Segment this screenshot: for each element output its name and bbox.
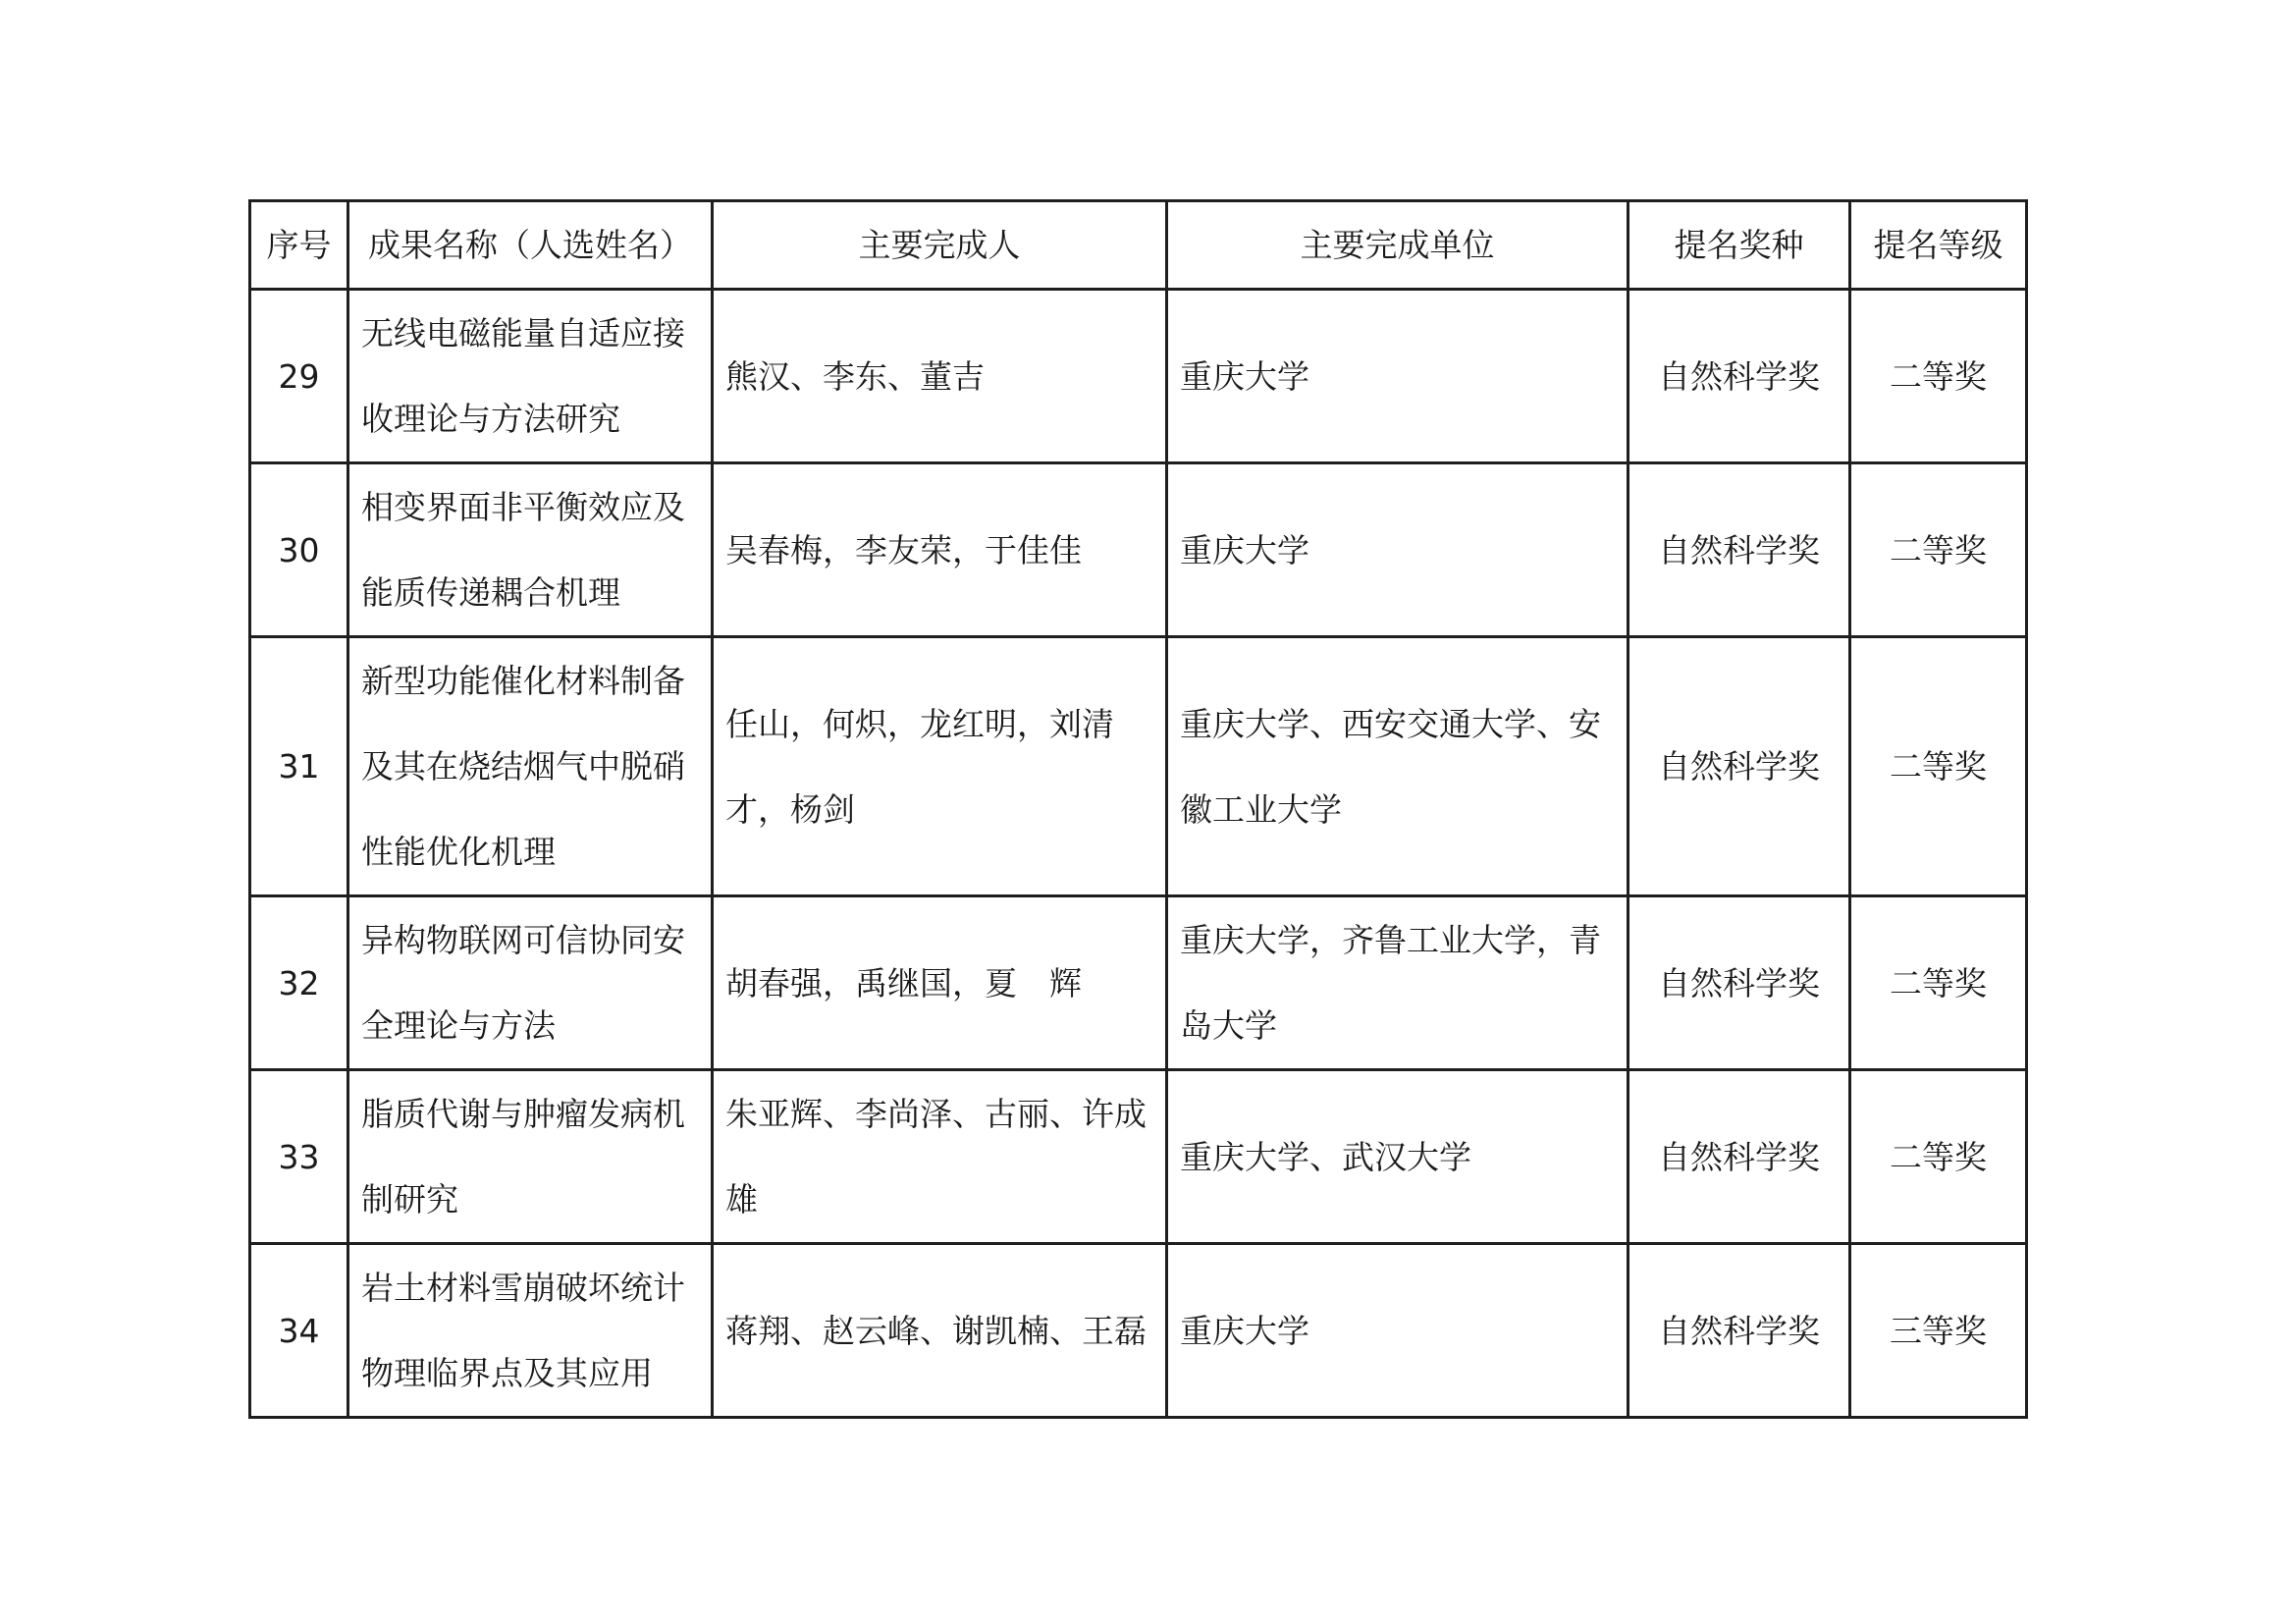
row-grade: 三等奖 [1850, 1244, 2027, 1418]
row-award-type: 自然科学奖 [1629, 463, 1850, 637]
row-grade: 二等奖 [1850, 463, 2027, 637]
row-grade: 二等奖 [1850, 290, 2027, 463]
table-row [250, 1244, 2027, 1418]
row-index: 33 [250, 1070, 348, 1244]
row-index: 31 [250, 637, 348, 896]
nomination-table [248, 199, 2028, 1419]
table-row [250, 637, 2027, 896]
row-people: 胡春强，禹继国，夏 辉 [713, 896, 1167, 1070]
row-unit: 重庆大学 [1167, 1244, 1629, 1418]
row-title: 异构物联网可信协同安全理论与方法 [348, 896, 713, 1070]
row-index: 34 [250, 1244, 348, 1418]
row-people: 蒋翔、赵云峰、谢凯楠、王磊 [713, 1244, 1167, 1418]
row-title: 脂质代谢与肿瘤发病机制研究 [348, 1070, 713, 1244]
header-grade: 提名等级 [1850, 201, 2027, 290]
row-title: 相变界面非平衡效应及能质传递耦合机理 [348, 463, 713, 637]
row-index: 29 [250, 290, 348, 463]
row-unit: 重庆大学，齐鲁工业大学，青岛大学 [1167, 896, 1629, 1070]
header-row [250, 201, 2027, 290]
row-people: 熊汉、李东、董吉 [713, 290, 1167, 463]
row-title: 新型功能催化材料制备及其在烧结烟气中脱硝性能优化机理 [348, 637, 713, 896]
table-row [250, 896, 2027, 1070]
row-index: 30 [250, 463, 348, 637]
row-grade: 二等奖 [1850, 1070, 2027, 1244]
row-title: 无线电磁能量自适应接收理论与方法研究 [348, 290, 713, 463]
header-title: 成果名称（人选姓名） [348, 201, 713, 290]
header-index: 序号 [250, 201, 348, 290]
row-grade: 二等奖 [1850, 896, 2027, 1070]
row-title: 岩土材料雪崩破坏统计物理临界点及其应用 [348, 1244, 713, 1418]
row-index: 32 [250, 896, 348, 1070]
header-unit: 主要完成单位 [1167, 201, 1629, 290]
row-people: 朱亚辉、李尚泽、古丽、许成雄 [713, 1070, 1167, 1244]
row-people: 任山，何炽，龙红明，刘清才，杨剑 [713, 637, 1167, 896]
row-award-type: 自然科学奖 [1629, 637, 1850, 896]
row-award-type: 自然科学奖 [1629, 896, 1850, 1070]
row-unit: 重庆大学、武汉大学 [1167, 1070, 1629, 1244]
row-unit: 重庆大学 [1167, 290, 1629, 463]
row-people: 吴春梅，李友荣，于佳佳 [713, 463, 1167, 637]
row-unit: 重庆大学 [1167, 463, 1629, 637]
table-row [250, 290, 2027, 463]
row-grade: 二等奖 [1850, 637, 2027, 896]
table-row [250, 463, 2027, 637]
row-unit: 重庆大学、西安交通大学、安徽工业大学 [1167, 637, 1629, 896]
header-award-type: 提名奖种 [1629, 201, 1850, 290]
row-award-type: 自然科学奖 [1629, 1070, 1850, 1244]
row-award-type: 自然科学奖 [1629, 1244, 1850, 1418]
table-row [250, 1070, 2027, 1244]
row-award-type: 自然科学奖 [1629, 290, 1850, 463]
header-people: 主要完成人 [713, 201, 1167, 290]
